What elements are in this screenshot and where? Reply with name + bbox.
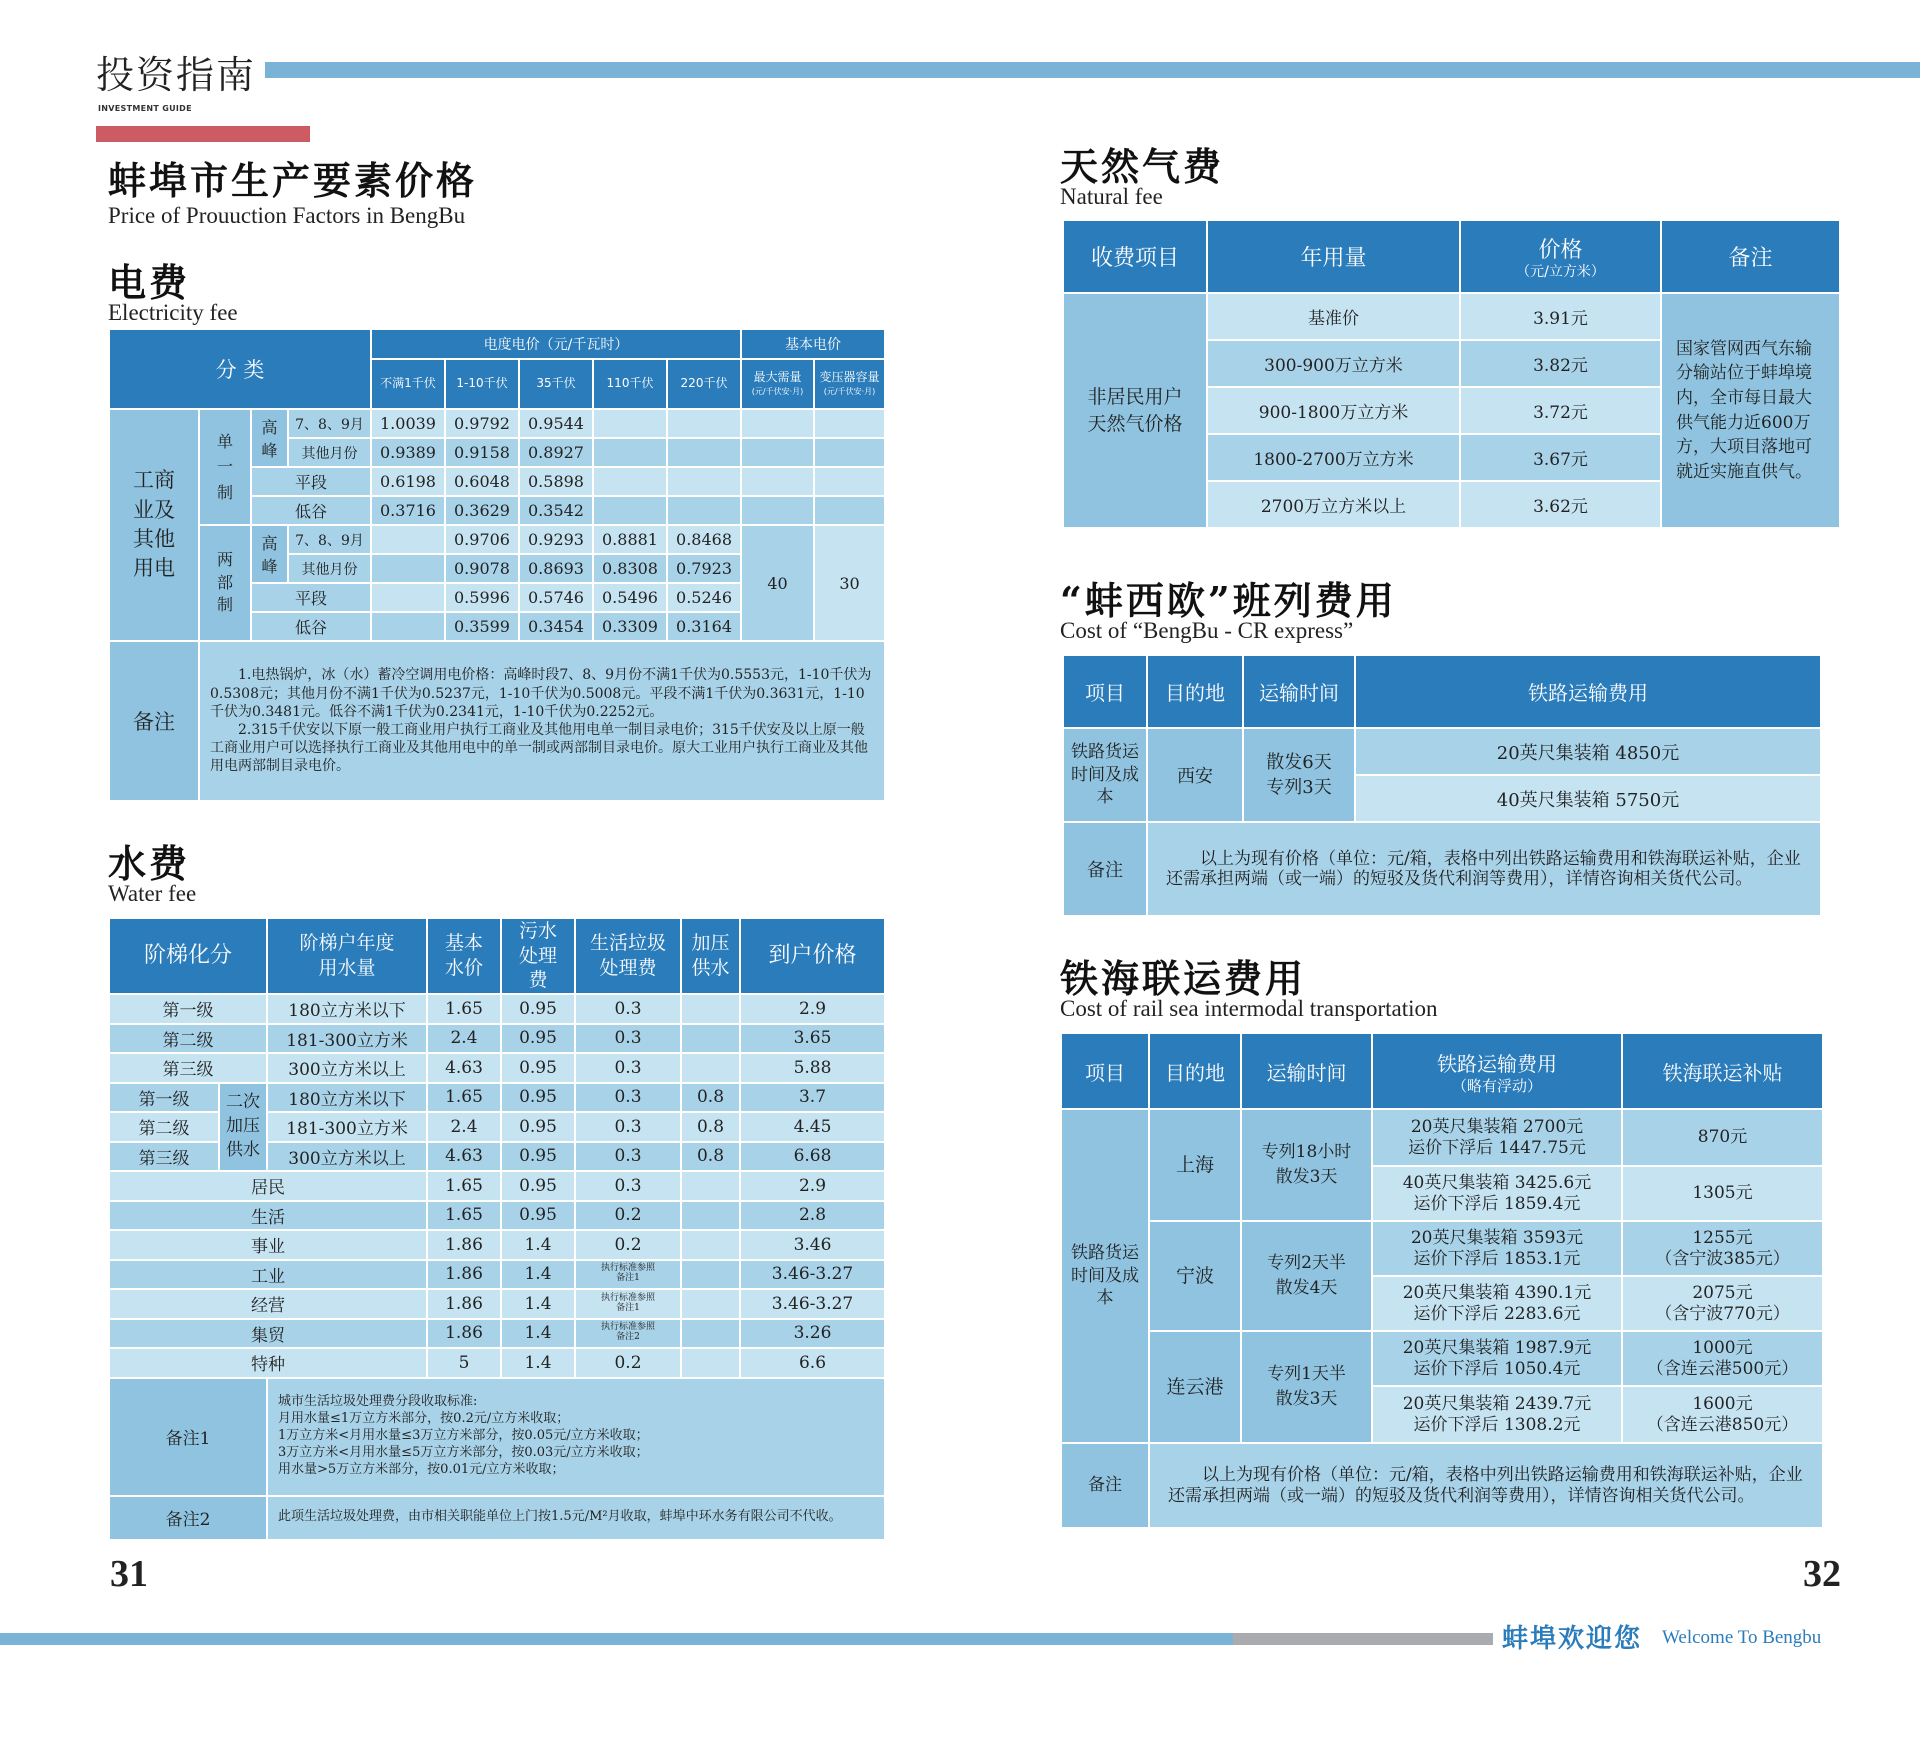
value-cell: 执行标准参照备注1 bbox=[575, 1289, 681, 1319]
gas-header: 价格 （元/立方米） bbox=[1460, 220, 1661, 293]
water-header: 污水处理费 bbox=[501, 918, 575, 994]
electricity-title-en: Electricity fee bbox=[108, 300, 238, 325]
empty-cell bbox=[741, 496, 814, 525]
value-cell: 1.4 bbox=[501, 1230, 575, 1260]
price-cell: 0.9078 bbox=[445, 554, 519, 583]
empty-cell bbox=[741, 409, 814, 438]
rail-note-label: 备注 bbox=[1063, 822, 1147, 916]
sea-header: 铁路运输费用 （略有浮动） bbox=[1372, 1033, 1622, 1109]
price-cell: 3.72元 bbox=[1460, 387, 1661, 434]
value-cell: 2.9 bbox=[740, 1171, 885, 1201]
basic-price-header: 基本电价 bbox=[741, 329, 885, 359]
footer-rule-blue bbox=[0, 1633, 1233, 1645]
rail-table bbox=[1062, 654, 1822, 917]
water-header: 生活垃圾处理费 bbox=[575, 918, 681, 994]
empty-cell bbox=[814, 467, 885, 496]
volume-cell: 1800-2700万立方米 bbox=[1207, 434, 1460, 481]
value-cell: 0.95 bbox=[501, 1171, 575, 1201]
voltage-header: 220千伏 bbox=[667, 359, 741, 409]
value-cell: 1.4 bbox=[501, 1260, 575, 1290]
valley-label: 低谷 bbox=[251, 612, 371, 641]
price-cell: 0.8881 bbox=[593, 525, 667, 554]
value-cell: 6.68 bbox=[740, 1142, 885, 1172]
sea-dest: 宁波 bbox=[1149, 1221, 1241, 1331]
value-cell: 执行标准参照备注2 bbox=[575, 1319, 681, 1349]
tier-label: 第三级 bbox=[109, 1142, 219, 1172]
price-cell: 0.9293 bbox=[519, 525, 593, 554]
price-cell: 0.6048 bbox=[445, 467, 519, 496]
voltage-header: 1-10千伏 bbox=[445, 359, 519, 409]
empty-cell bbox=[593, 438, 667, 467]
tier-label: 第一级 bbox=[109, 994, 267, 1024]
sea-cost: 20英尺集装箱 2439.7元 运价下浮后 1308.2元 bbox=[1372, 1386, 1622, 1443]
value-cell: 3.26 bbox=[740, 1319, 885, 1349]
electricity-table bbox=[108, 328, 886, 802]
value-cell: 1.65 bbox=[427, 1201, 501, 1231]
volume-cell: 900-1800万立方米 bbox=[1207, 387, 1460, 434]
water-note1: 城市生活垃圾处理费分段收取标准: 月用水量≤1万立方米部分，按0.2元/立方米收取； 1万立方米<月用水量≤3万立方米部分，按0.05元/立方米收取； 3万立方米<月用水量≤5万立方米部分，按0.03元/立方米收取； 用水量>5万立方米部分，按0.01元/立方米收取； bbox=[267, 1378, 885, 1496]
price-cell: 0.6198 bbox=[371, 467, 445, 496]
price-cell: 0.3599 bbox=[445, 612, 519, 641]
sea-time: 专列2天半 散发4天 bbox=[1241, 1221, 1372, 1331]
valley-label: 低谷 bbox=[251, 496, 371, 525]
price-cell: 0.8927 bbox=[519, 438, 593, 467]
price-cell: 1.0039 bbox=[371, 409, 445, 438]
water-header: 到户价格 bbox=[740, 918, 885, 994]
page-number-left: 31 bbox=[110, 1553, 148, 1595]
category-commercial: 工商业及其他用电 bbox=[109, 409, 199, 641]
sea-note: 以上为现有价格（单位：元/箱，表格中列出铁路运输费用和铁海联运补贴，企业还需承担两端（或一端）的短驳及货代利润等费用），详情咨询相关货代公司。 bbox=[1149, 1443, 1823, 1528]
sea-title-en: Cost of rail sea intermodal transportation bbox=[1060, 996, 1438, 1021]
type-label: 居民 bbox=[109, 1171, 427, 1201]
value-cell: 0.95 bbox=[501, 1112, 575, 1142]
empty-cell bbox=[667, 496, 741, 525]
price-cell: 0.3716 bbox=[371, 496, 445, 525]
voltage-header: 不满1千伏 bbox=[371, 359, 445, 409]
rail-time: 散发6天 专列3天 bbox=[1243, 728, 1355, 822]
pressure-label: 二次加压供水 bbox=[219, 1083, 267, 1172]
empty-cell bbox=[371, 554, 445, 583]
price-cell: 3.67元 bbox=[1460, 434, 1661, 481]
empty-cell bbox=[593, 409, 667, 438]
empty-cell bbox=[814, 496, 885, 525]
sea-cost: 20英尺集装箱 1987.9元 运价下浮后 1050.4元 bbox=[1372, 1331, 1622, 1386]
sea-header: 项目 bbox=[1061, 1033, 1149, 1109]
value-cell bbox=[681, 1260, 740, 1290]
page-title: 蚌埠市生产要素价格 bbox=[108, 158, 478, 203]
electricity-title: 电费 bbox=[108, 260, 191, 305]
value-cell: 1.65 bbox=[427, 994, 501, 1024]
rail-item: 铁路货运时间及成本 bbox=[1063, 728, 1147, 822]
sea-table bbox=[1060, 1032, 1824, 1529]
water-table bbox=[108, 917, 886, 1541]
section-header-title: 投资指南 bbox=[96, 53, 257, 97]
water-header: 基本水价 bbox=[427, 918, 501, 994]
peak-label: 高峰 bbox=[251, 525, 288, 583]
sea-time: 专列18小时 散发3天 bbox=[1241, 1109, 1372, 1221]
volume-cell: 181-300立方米 bbox=[267, 1024, 427, 1054]
capacity-value: 30 bbox=[814, 525, 885, 641]
price-cell: 0.8308 bbox=[593, 554, 667, 583]
price-cell: 3.62元 bbox=[1460, 481, 1661, 528]
rail-header: 项目 bbox=[1063, 655, 1147, 728]
sea-header: 运输时间 bbox=[1241, 1033, 1372, 1109]
price-cell: 0.5496 bbox=[593, 583, 667, 612]
value-cell: 0.95 bbox=[501, 1053, 575, 1083]
empty-cell bbox=[814, 438, 885, 467]
gas-table bbox=[1062, 219, 1841, 529]
value-cell: 3.46-3.27 bbox=[740, 1289, 885, 1319]
value-cell bbox=[681, 1348, 740, 1378]
empty-cell bbox=[371, 525, 445, 554]
month-label: 其他月份 bbox=[288, 554, 371, 583]
volume-cell: 181-300立方米 bbox=[267, 1112, 427, 1142]
value-cell: 4.63 bbox=[427, 1142, 501, 1172]
gas-header: 收费项目 bbox=[1063, 220, 1207, 293]
flat-label: 平段 bbox=[251, 583, 371, 612]
flat-label: 平段 bbox=[251, 467, 371, 496]
rail-cost: 40英尺集装箱 5750元 bbox=[1355, 775, 1821, 822]
tier-label: 第一级 bbox=[109, 1083, 219, 1113]
tier-label: 第二级 bbox=[109, 1024, 267, 1054]
header-rule bbox=[265, 62, 1920, 78]
sea-dest: 连云港 bbox=[1149, 1331, 1241, 1443]
value-cell: 0.3 bbox=[575, 1142, 681, 1172]
water-note2: 此项生活垃圾处理费，由市相关职能单位上门按1.5元/M²月收取，蚌埠中环水务有限公司不代收。 bbox=[267, 1496, 885, 1540]
water-header: 阶梯化分 bbox=[109, 918, 267, 994]
price-cell: 0.9158 bbox=[445, 438, 519, 467]
rail-header: 运输时间 bbox=[1243, 655, 1355, 728]
header-accent-bar bbox=[96, 126, 310, 142]
value-cell: 0.3 bbox=[575, 1171, 681, 1201]
price-cell: 0.8693 bbox=[519, 554, 593, 583]
volume-cell: 180立方米以下 bbox=[267, 994, 427, 1024]
rail-header: 目的地 bbox=[1147, 655, 1243, 728]
tier-label: 第二级 bbox=[109, 1112, 219, 1142]
section-header-subtitle: INVESTMENT GUIDE bbox=[98, 104, 192, 113]
type-label: 工业 bbox=[109, 1260, 427, 1290]
value-cell bbox=[681, 1053, 740, 1083]
value-cell: 1.86 bbox=[427, 1260, 501, 1290]
page-number-right: 32 bbox=[1803, 1553, 1841, 1595]
value-cell: 0.2 bbox=[575, 1201, 681, 1231]
empty-cell bbox=[667, 438, 741, 467]
sea-subsidy: 1000元 （含连云港500元） bbox=[1622, 1331, 1823, 1386]
value-cell: 1.4 bbox=[501, 1289, 575, 1319]
rail-title: “蚌西欧”班列费用 bbox=[1060, 578, 1397, 623]
sea-item: 铁路货运时间及成本 bbox=[1061, 1109, 1149, 1443]
empty-cell bbox=[667, 467, 741, 496]
value-cell: 0.3 bbox=[575, 1024, 681, 1054]
gas-note: 国家管网西气东输分输站位于蚌埠境内，全市每日最大供气能力近600万方，大项目落地可就近实施直供气。 bbox=[1661, 293, 1840, 528]
rail-dest: 西安 bbox=[1147, 728, 1243, 822]
rail-header: 铁路运输费用 bbox=[1355, 655, 1821, 728]
rail-title-en: Cost of “BengBu - CR express” bbox=[1060, 618, 1354, 643]
footer-welcome-en: Welcome To Bengbu bbox=[1662, 1627, 1822, 1648]
category-single: 单一制 bbox=[199, 409, 251, 525]
value-cell: 2.9 bbox=[740, 994, 885, 1024]
price-cell: 0.9792 bbox=[445, 409, 519, 438]
value-cell: 1.65 bbox=[427, 1083, 501, 1113]
note2-label: 备注2 bbox=[109, 1496, 267, 1540]
price-cell: 3.91元 bbox=[1460, 293, 1661, 340]
sea-header: 铁海联运补贴 bbox=[1622, 1033, 1823, 1109]
empty-cell bbox=[593, 467, 667, 496]
value-cell: 0.3 bbox=[575, 994, 681, 1024]
gas-title: 天然气费 bbox=[1060, 144, 1225, 189]
value-cell bbox=[681, 1171, 740, 1201]
voltage-header: 110千伏 bbox=[593, 359, 667, 409]
water-header: 阶梯户年度用水量 bbox=[267, 918, 427, 994]
value-cell: 3.46-3.27 bbox=[740, 1260, 885, 1290]
max-demand-value: 40 bbox=[741, 525, 814, 641]
month-label: 其他月份 bbox=[288, 438, 371, 467]
value-cell bbox=[681, 1230, 740, 1260]
empty-cell bbox=[814, 409, 885, 438]
gas-title-en: Natural fee bbox=[1060, 184, 1163, 209]
footer-rule-gray bbox=[1233, 1633, 1493, 1645]
value-cell: 2.8 bbox=[740, 1201, 885, 1231]
value-cell: 6.6 bbox=[740, 1348, 885, 1378]
value-cell bbox=[681, 1319, 740, 1349]
sea-cost: 20英尺集装箱 4390.1元 运价下浮后 2283.6元 bbox=[1372, 1276, 1622, 1331]
volume-cell: 300立方米以上 bbox=[267, 1053, 427, 1083]
volume-cell: 300立方米以上 bbox=[267, 1142, 427, 1172]
price-cell: 0.8468 bbox=[667, 525, 741, 554]
sea-subsidy: 1305元 bbox=[1622, 1166, 1823, 1221]
value-cell: 5 bbox=[427, 1348, 501, 1378]
price-cell: 0.5746 bbox=[519, 583, 593, 612]
type-label: 经营 bbox=[109, 1289, 427, 1319]
tier-label: 第三级 bbox=[109, 1053, 267, 1083]
sea-subsidy: 1255元 （含宁波385元） bbox=[1622, 1221, 1823, 1276]
price-cell: 0.5246 bbox=[667, 583, 741, 612]
type-label: 生活 bbox=[109, 1201, 427, 1231]
value-cell: 0.2 bbox=[575, 1348, 681, 1378]
sea-subsidy: 2075元 （含宁波770元） bbox=[1622, 1276, 1823, 1331]
sea-subsidy: 1600元 （含连云港850元） bbox=[1622, 1386, 1823, 1443]
empty-cell bbox=[741, 467, 814, 496]
volume-cell: 2700万立方米以上 bbox=[1207, 481, 1460, 528]
transformer-capacity-header: 变压器容量 (元/千伏安·月) bbox=[814, 359, 885, 409]
price-cell: 3.82元 bbox=[1460, 340, 1661, 387]
value-cell: 1.86 bbox=[427, 1289, 501, 1319]
note1-label: 备注1 bbox=[109, 1378, 267, 1496]
value-cell: 3.46 bbox=[740, 1230, 885, 1260]
empty-cell bbox=[371, 583, 445, 612]
price-cell: 0.7923 bbox=[667, 554, 741, 583]
value-cell: 0.95 bbox=[501, 1083, 575, 1113]
value-cell: 2.4 bbox=[427, 1024, 501, 1054]
sea-dest: 上海 bbox=[1149, 1109, 1241, 1221]
sea-note-label: 备注 bbox=[1061, 1443, 1149, 1528]
type-label: 特种 bbox=[109, 1348, 427, 1378]
value-cell: 0.95 bbox=[501, 1201, 575, 1231]
empty-cell bbox=[667, 409, 741, 438]
price-cell: 0.5898 bbox=[519, 467, 593, 496]
empty-cell bbox=[741, 438, 814, 467]
price-cell: 0.5996 bbox=[445, 583, 519, 612]
value-cell: 4.63 bbox=[427, 1053, 501, 1083]
value-cell: 5.88 bbox=[740, 1053, 885, 1083]
value-cell: 0.2 bbox=[575, 1230, 681, 1260]
energy-price-header: 电度电价（元/千瓦时） bbox=[371, 329, 741, 359]
value-cell bbox=[681, 994, 740, 1024]
month-label: 7、8、9月 bbox=[288, 525, 371, 554]
rail-note: 以上为现有价格（单位：元/箱，表格中列出铁路运输费用和铁海联运补贴，企业还需承担两端（或一端）的短驳及货代利润等费用），详情咨询相关货代公司。 bbox=[1147, 822, 1821, 916]
gas-item: 非居民用户天然气价格 bbox=[1063, 293, 1207, 528]
value-cell: 3.65 bbox=[740, 1024, 885, 1054]
empty-cell bbox=[371, 612, 445, 641]
water-title: 水费 bbox=[108, 841, 191, 886]
value-cell: 0.8 bbox=[681, 1083, 740, 1113]
value-cell: 1.86 bbox=[427, 1230, 501, 1260]
max-demand-header: 最大需量 (元/千伏安·月) bbox=[741, 359, 814, 409]
sea-subsidy: 870元 bbox=[1622, 1109, 1823, 1166]
price-cell: 0.3164 bbox=[667, 612, 741, 641]
category-two-part: 两部制 bbox=[199, 525, 251, 641]
sea-cost: 40英尺集装箱 3425.6元 运价下浮后 1859.4元 bbox=[1372, 1166, 1622, 1221]
value-cell: 1.65 bbox=[427, 1171, 501, 1201]
value-cell: 执行标准参照备注1 bbox=[575, 1260, 681, 1290]
value-cell bbox=[681, 1289, 740, 1319]
value-cell: 1.4 bbox=[501, 1348, 575, 1378]
type-label: 集贸 bbox=[109, 1319, 427, 1349]
volume-cell: 300-900万立方米 bbox=[1207, 340, 1460, 387]
sea-cost: 20英尺集装箱 3593元 运价下浮后 1853.1元 bbox=[1372, 1221, 1622, 1276]
electricity-note: 1.电热锅炉，冰（水）蓄冷空调用电价格：高峰时段7、8、9月份不满1千伏为0.5553元，1-10千伏为0.5308元；其他月份不满1千伏为0.5237元，1-10千伏为0.5008元。平段不满1千伏为0.3631元，1-10千伏为0.3481元。低谷不满1千伏为0.2341元，1-10千伏为0.2252元。 2.315千伏安以下原一般工商业用户执行工商业及其他用电单一制目录电价；315千伏安及以上原一般工商业用户可以选择执行工商业及其他用电中的单一制或两部制目录电价。原大工业用户执行工商业及其他用电两部制目录电价。 bbox=[199, 641, 885, 801]
price-cell: 0.3542 bbox=[519, 496, 593, 525]
value-cell: 1.4 bbox=[501, 1319, 575, 1349]
water-header: 加压供水 bbox=[681, 918, 740, 994]
sea-title: 铁海联运费用 bbox=[1060, 956, 1307, 1001]
price-cell: 0.3454 bbox=[519, 612, 593, 641]
value-cell: 2.4 bbox=[427, 1112, 501, 1142]
value-cell: 0.95 bbox=[501, 994, 575, 1024]
value-cell: 0.3 bbox=[575, 1083, 681, 1113]
water-title-en: Water fee bbox=[108, 881, 197, 906]
price-cell: 0.9389 bbox=[371, 438, 445, 467]
footer-welcome: 蚌埠欢迎您 bbox=[1502, 1624, 1643, 1654]
type-label: 事业 bbox=[109, 1230, 427, 1260]
value-cell bbox=[681, 1201, 740, 1231]
month-label: 7、8、9月 bbox=[288, 409, 371, 438]
rail-cost: 20英尺集装箱 4850元 bbox=[1355, 728, 1821, 775]
voltage-header: 35千伏 bbox=[519, 359, 593, 409]
gas-header: 备注 bbox=[1661, 220, 1840, 293]
value-cell: 0.8 bbox=[681, 1112, 740, 1142]
gas-header: 年用量 bbox=[1207, 220, 1460, 293]
peak-label: 高峰 bbox=[251, 409, 288, 467]
volume-cell: 180立方米以下 bbox=[267, 1083, 427, 1113]
value-cell: 0.95 bbox=[501, 1142, 575, 1172]
price-cell: 0.9544 bbox=[519, 409, 593, 438]
value-cell: 0.95 bbox=[501, 1024, 575, 1054]
sea-cost: 20英尺集装箱 2700元 运价下浮后 1447.75元 bbox=[1372, 1109, 1622, 1166]
sea-header: 目的地 bbox=[1149, 1033, 1241, 1109]
volume-cell: 基准价 bbox=[1207, 293, 1460, 340]
price-cell: 0.3629 bbox=[445, 496, 519, 525]
value-cell: 0.3 bbox=[575, 1053, 681, 1083]
value-cell: 0.8 bbox=[681, 1142, 740, 1172]
page-title-en: Price of Prouuction Factors in BengBu bbox=[108, 203, 466, 228]
value-cell: 1.86 bbox=[427, 1319, 501, 1349]
value-cell: 3.7 bbox=[740, 1083, 885, 1113]
value-cell: 4.45 bbox=[740, 1112, 885, 1142]
price-cell: 0.3309 bbox=[593, 612, 667, 641]
category-header: 分 类 bbox=[109, 329, 371, 409]
price-cell: 0.9706 bbox=[445, 525, 519, 554]
note-label: 备注 bbox=[109, 641, 199, 801]
value-cell: 0.3 bbox=[575, 1112, 681, 1142]
empty-cell bbox=[593, 496, 667, 525]
sea-time: 专列1天半 散发3天 bbox=[1241, 1331, 1372, 1443]
value-cell bbox=[681, 1024, 740, 1054]
